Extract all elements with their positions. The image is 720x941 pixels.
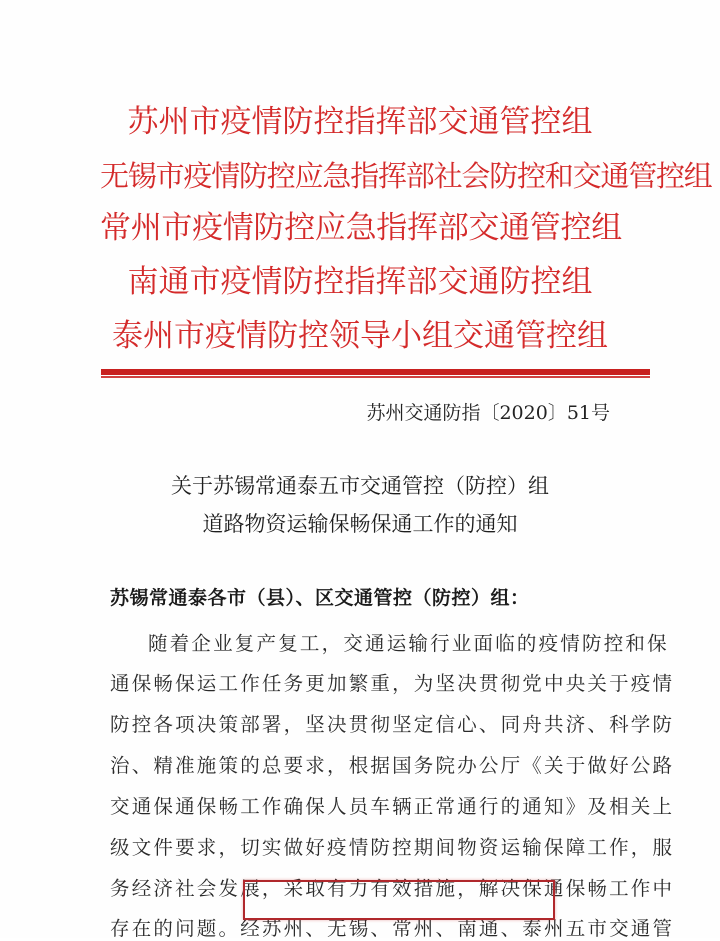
issuer-heading-taizhou: 泰州市疫情防控领导小组交通管控组: [112, 318, 608, 354]
issuer-heading-nantong: 南通市疫情防控指挥部交通防控组: [127, 264, 593, 300]
body-line: 级文件要求，切实做好疫情防控期间物资运输保障工作，服: [110, 836, 675, 859]
body-text-before-highlight: 存在的问题。经: [110, 917, 262, 940]
body-line: 通保畅保运工作任务更加繁重，为坚决贯彻党中央关于疫情: [110, 672, 675, 695]
issuer-heading-changzhou: 常州市疫情防控应急指挥部交通管控组: [100, 210, 622, 246]
document-title-line-2: 道路物资运输保畅保通工作的通知: [202, 512, 518, 536]
red-header-rule: [101, 369, 650, 375]
body-line: 随着企业复产复工，交通运输行业面临的疫情防控和保: [148, 632, 669, 655]
issuer-heading-wuxi: 无锡市疫情防控应急指挥部社会防控和交通管控组: [100, 159, 712, 193]
highlighted-cities-text: 苏州、无锡、常州、南通、泰州五市: [261, 917, 610, 940]
body-line-last: [110, 913, 675, 941]
body-line: 交通保通保畅工作确保人员车辆正常通行的通知》及相关上: [110, 795, 675, 818]
document-number: 苏州交通防指〔2020〕51号: [366, 402, 610, 424]
salutation: 苏锡常通泰各市（县）、区交通管控（防控）组：: [110, 587, 530, 609]
body-line: 防控各项决策部署，坚决贯彻坚定信心、同舟共济、科学防: [110, 713, 675, 736]
issuer-heading-suzhou: 苏州市疫情防控指挥部交通管控组: [127, 104, 593, 140]
body-line: 治、精准施策的总要求，根据国务院办公厅《关于做好公路: [110, 754, 675, 777]
body-text-after-highlight: 交通管: [609, 917, 675, 940]
red-header-rule-thin: [101, 376, 650, 378]
body-line: 务经济社会发展，采取有力有效措施，解决保通保畅工作中: [110, 877, 675, 900]
document-title-line-1: 关于苏锡常通泰五市交通管控（防控）组: [171, 474, 549, 498]
